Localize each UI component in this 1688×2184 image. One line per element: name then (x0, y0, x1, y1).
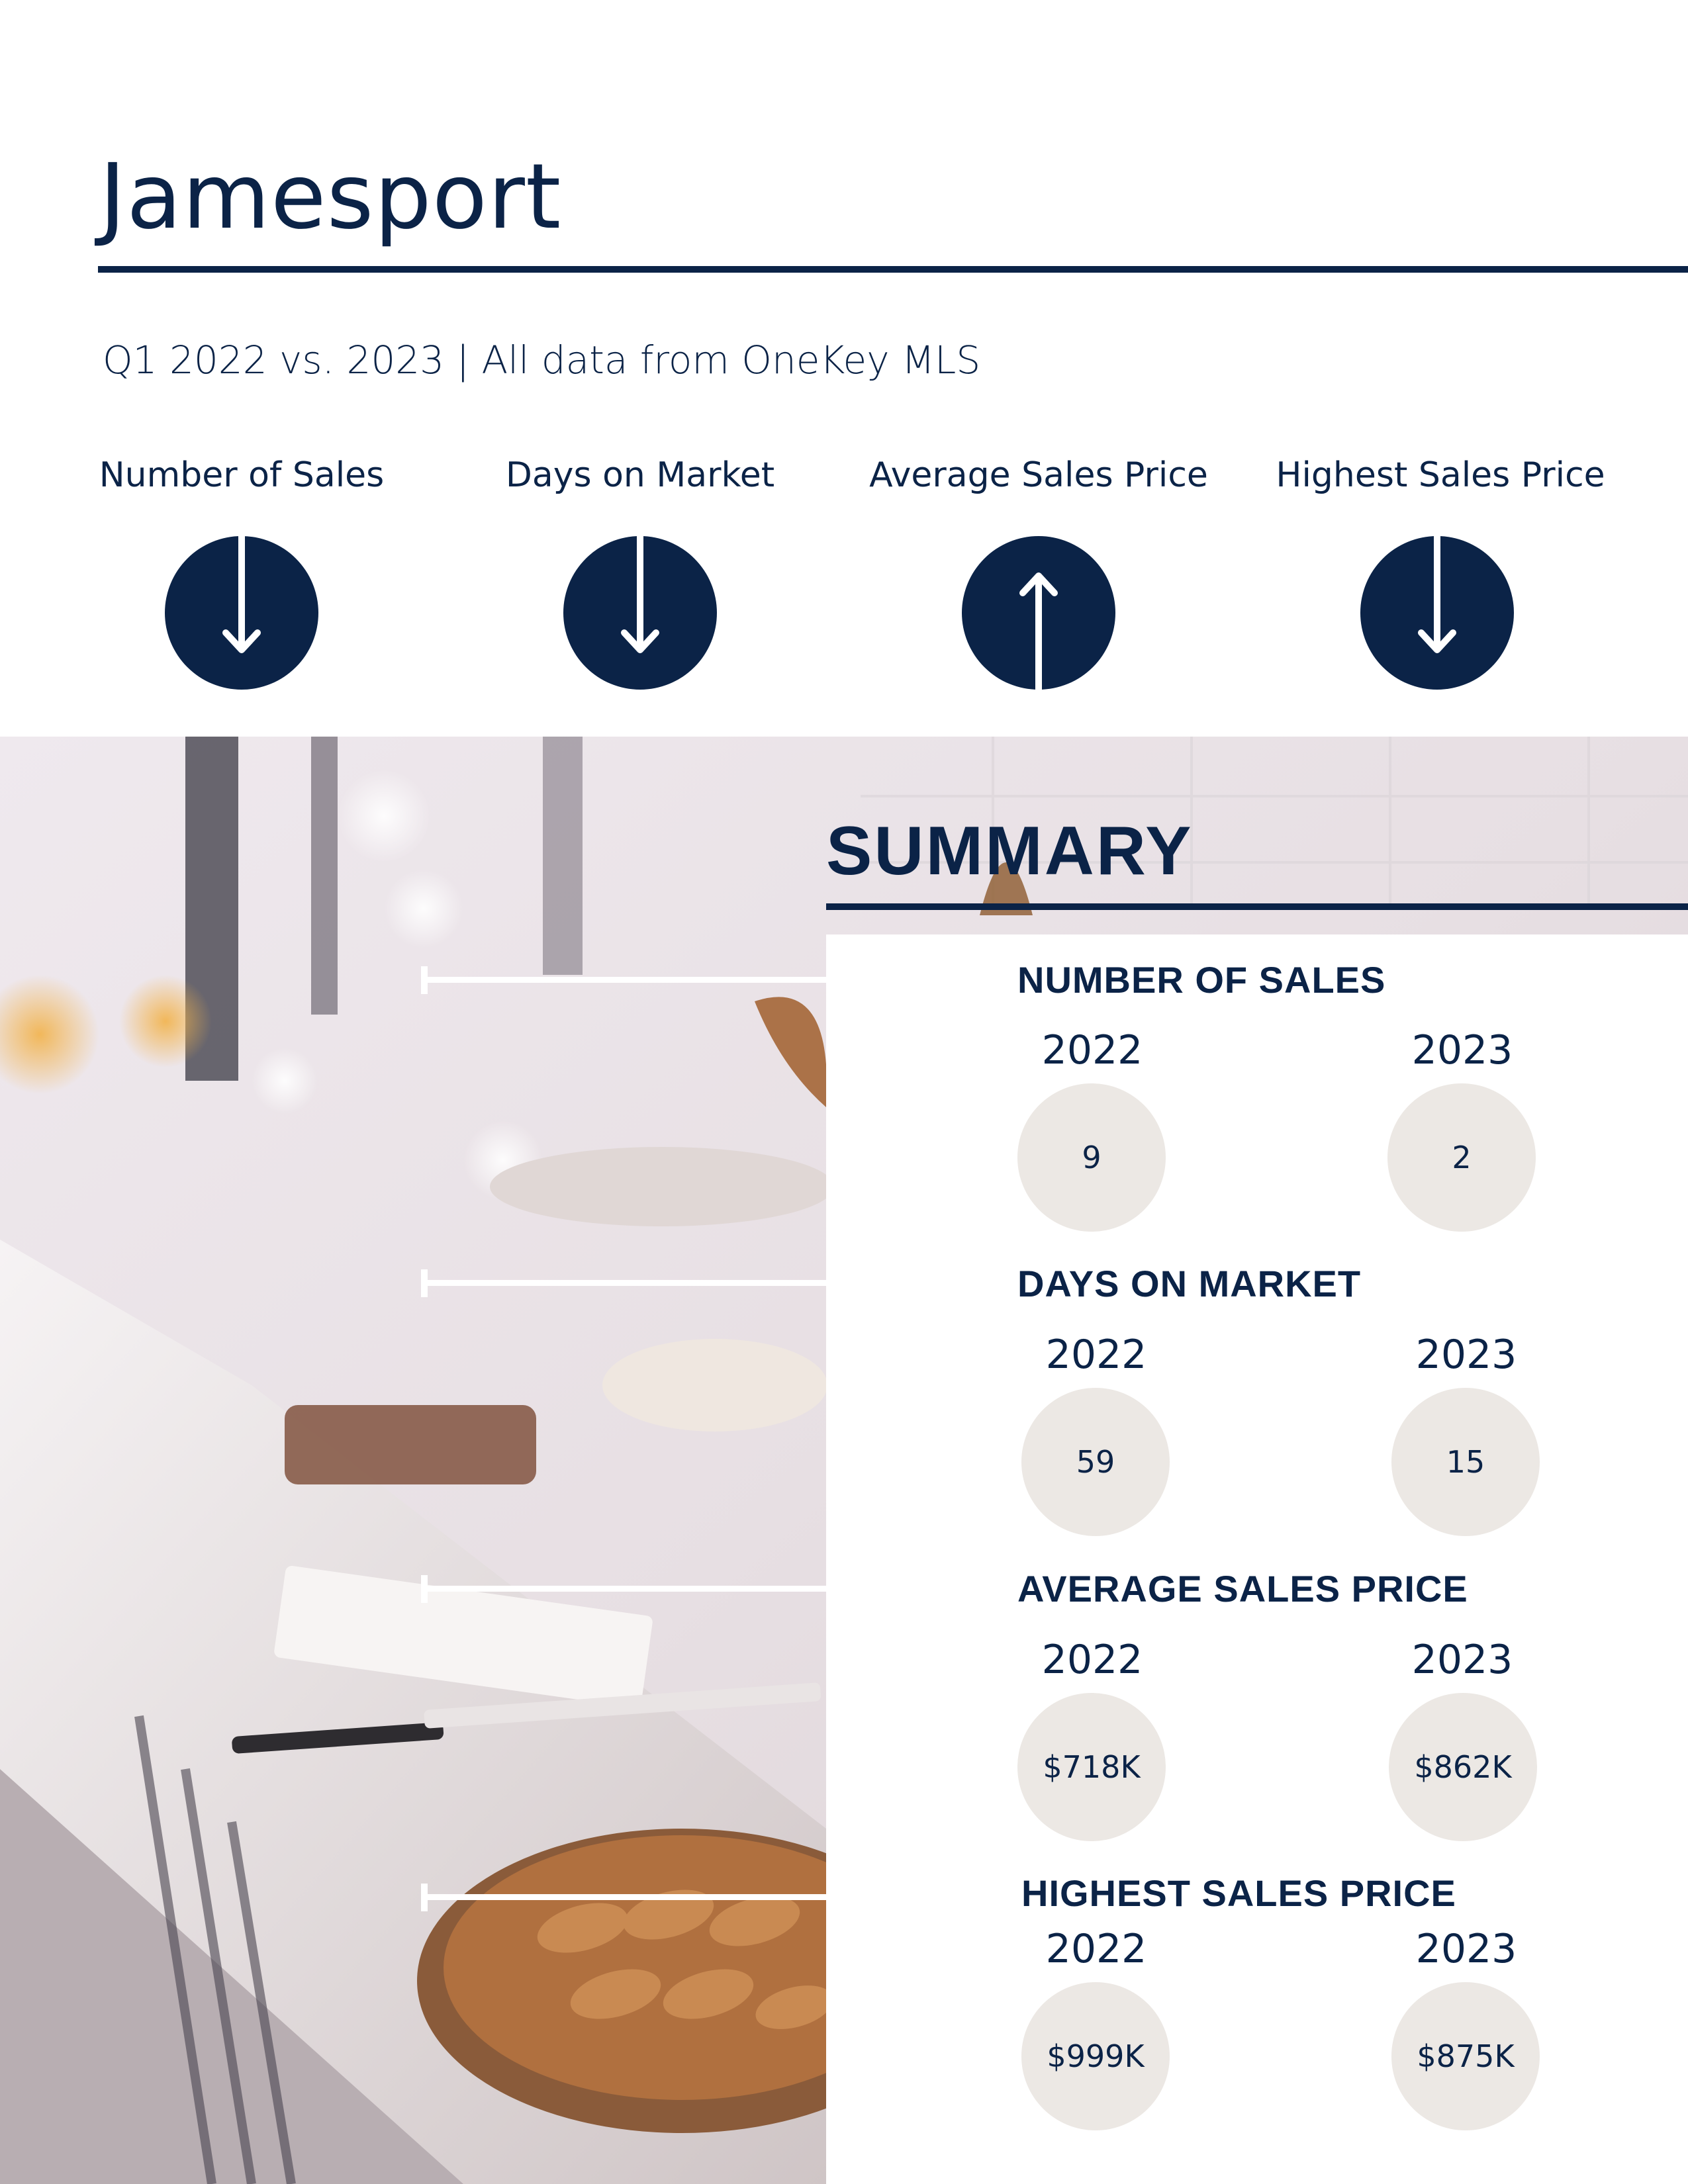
section-title-days-on-market: DAYS ON MARKET (1017, 1263, 1362, 1304)
year-label-2023: 2023 (1415, 1332, 1517, 1378)
arrow-down-icon (165, 536, 318, 690)
value-2023: 15 (1391, 1388, 1540, 1536)
arrow-down-icon (1360, 536, 1514, 690)
value-2022: 9 (1017, 1083, 1166, 1232)
value-2022: $718K (1017, 1693, 1166, 1841)
metric-label-highest-sales-price: Highest Sales Price (1276, 455, 1605, 495)
connector-line (421, 1280, 826, 1286)
title-divider (98, 266, 1688, 273)
year-label-2022: 2022 (1045, 1926, 1147, 1972)
summary-panel (826, 934, 1688, 2184)
year-label-2022: 2022 (1045, 1332, 1147, 1378)
page-title: Jamesport (99, 145, 562, 250)
year-label-2022: 2022 (1041, 1027, 1143, 1073)
summary-title: SUMMARY (826, 813, 1194, 889)
value-2022: 59 (1021, 1388, 1170, 1536)
value-2022: $999K (1021, 1982, 1170, 2130)
connector-line (421, 977, 826, 983)
value-2023: $875K (1391, 1982, 1540, 2130)
year-label-2023: 2023 (1411, 1637, 1513, 1683)
metric-label-number-of-sales: Number of Sales (99, 455, 385, 495)
year-label-2022: 2022 (1041, 1637, 1143, 1683)
arrow-down-icon (563, 536, 717, 690)
connector-line (421, 1586, 826, 1592)
year-label-2023: 2023 (1411, 1027, 1513, 1073)
connector-cap (421, 1884, 428, 1911)
metric-label-average-sales-price: Average Sales Price (869, 455, 1208, 495)
section-title-highest-sales-price: HIGHEST SALES PRICE (1021, 1872, 1456, 1914)
section-title-number-of-sales: NUMBER OF SALES (1017, 959, 1386, 1001)
page-subtitle: Q1 2022 vs. 2023 | All data from OneKey MLS (103, 338, 981, 383)
value-2023: $862K (1389, 1693, 1537, 1841)
arrow-up-icon (962, 536, 1115, 690)
connector-cap (421, 966, 428, 994)
value-2023: 2 (1387, 1083, 1536, 1232)
connector-cap (421, 1575, 428, 1603)
summary-divider (826, 903, 1688, 910)
section-title-average-sales-price: AVERAGE SALES PRICE (1017, 1568, 1468, 1610)
year-label-2023: 2023 (1415, 1926, 1517, 1972)
metric-label-days-on-market: Days on Market (505, 455, 775, 495)
connector-line (421, 1894, 826, 1900)
connector-cap (421, 1269, 428, 1297)
